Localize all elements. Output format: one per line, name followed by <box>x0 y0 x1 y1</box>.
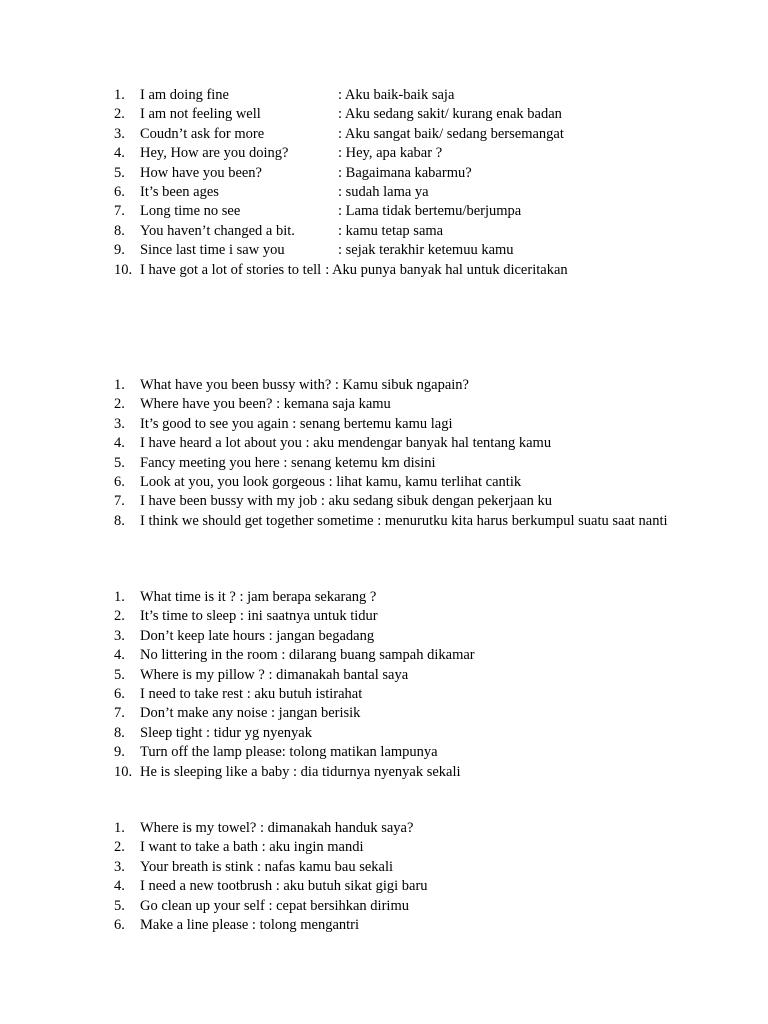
phrase-text: It’s good to see you again : senang bertemu kamu lagi <box>140 415 453 432</box>
list-item <box>114 202 684 221</box>
item-number: 8. <box>114 512 125 529</box>
item-number: 7. <box>114 203 125 220</box>
item-number: 4. <box>114 878 125 895</box>
item-number: 2. <box>114 608 125 625</box>
phrase-text: Make a line please : tolong mengantri <box>140 917 360 934</box>
english-phrase: Long time no see <box>140 203 241 220</box>
indonesian-translation: : Aku sedang sakit/ kurang enak badan <box>338 106 562 123</box>
item-number: 3. <box>114 125 125 142</box>
list-item <box>114 916 684 935</box>
item-number: 3. <box>114 627 125 644</box>
item-number: 1. <box>114 87 125 103</box>
list-item <box>114 897 684 916</box>
item-number: 4. <box>114 647 125 664</box>
list-item <box>114 395 684 414</box>
english-phrase: I am not feeling well <box>140 106 261 123</box>
phrase-text: Your breath is stink : nafas kamu bau sekali <box>140 858 394 875</box>
phrase-text: I need a new tootbrush : aku butuh sikat gigi baru <box>140 878 428 895</box>
item-number: 5. <box>114 666 125 683</box>
item-number: 8. <box>114 222 125 239</box>
english-phrase: You haven’t changed a bit. <box>140 222 295 239</box>
list-item <box>114 512 684 531</box>
phrase-text: Where is my towel? : dimanakah handuk saya? <box>140 820 414 836</box>
list-item <box>114 685 684 704</box>
list-item <box>114 261 684 280</box>
phrase-text: I have been bussy with my job : aku sedang sibuk dengan pekerjaan ku <box>140 493 552 510</box>
english-phrase: Hey, How are you doing? <box>140 145 289 162</box>
phrase-list-greetings <box>114 86 684 280</box>
item-number: 4. <box>114 435 125 452</box>
item-number: 6. <box>114 917 125 934</box>
item-number: 2. <box>114 396 125 413</box>
english-phrase: It’s been ages <box>140 184 219 201</box>
list-item <box>114 627 684 646</box>
phrase-text: I need to take rest : aku butuh istirahat <box>140 686 363 703</box>
item-number: 5. <box>114 454 125 471</box>
phrase-text: What have you been bussy with? : Kamu sibuk ngapain? <box>140 377 469 393</box>
item-number: 1. <box>114 820 125 836</box>
phrase-text: Go clean up your self : cepat bersihkan dirimu <box>140 897 409 914</box>
list-item <box>114 858 684 877</box>
phrase-text: Don’t keep late hours : jangan begadang <box>140 627 375 644</box>
list-item <box>114 222 684 241</box>
phrase-text: Turn off the lamp please: tolong matikan lampunya <box>140 744 438 761</box>
item-number: 2. <box>114 839 125 856</box>
list-item <box>114 241 684 260</box>
english-phrase: Coudn’t ask for more <box>140 125 265 142</box>
indonesian-translation: : Bagaimana kabarmu? <box>338 164 472 181</box>
phrase-text: I want to take a bath : aku ingin mandi <box>140 839 364 856</box>
list-item <box>114 473 684 492</box>
list-item <box>114 607 684 626</box>
indonesian-translation: : Aku sangat baik/ sedang bersemangat <box>338 125 564 142</box>
item-number: 2. <box>114 106 125 123</box>
list-item <box>114 164 684 183</box>
list-item <box>114 492 684 511</box>
item-number: 4. <box>114 145 125 162</box>
indonesian-translation: : sudah lama ya <box>338 184 429 201</box>
list-item <box>114 666 684 685</box>
phrase-text: Fancy meeting you here : senang ketemu km disini <box>140 454 436 471</box>
phrase-list-meeting <box>114 376 684 531</box>
indonesian-translation: : sejak terakhir ketemuu kamu <box>338 242 514 259</box>
item-number: 9. <box>114 242 125 259</box>
item-number: 10. <box>114 763 133 780</box>
english-phrase: I have got a lot of stories to tell <box>140 261 322 278</box>
phrase-text: He is sleeping like a baby : dia tidurnya nyenyak sekali <box>140 763 461 780</box>
item-number: 10. <box>114 261 133 278</box>
item-number: 9. <box>114 744 125 761</box>
phrase-text: No littering in the room : dilarang buang sampah dikamar <box>140 647 475 664</box>
list-item <box>114 415 684 434</box>
list-item <box>114 763 684 782</box>
list-item <box>114 434 684 453</box>
phrase-text: I think we should get together sometime : menurutku kita harus berkumpul suatu saat nanti <box>140 512 668 529</box>
item-number: 3. <box>114 415 125 432</box>
item-number: 3. <box>114 858 125 875</box>
indonesian-translation: : Aku punya banyak hal untuk diceritakan <box>325 261 568 278</box>
english-phrase: I am doing fine <box>140 87 229 103</box>
item-number: 8. <box>114 724 125 741</box>
list-item <box>114 877 684 896</box>
list-item <box>114 724 684 743</box>
english-phrase: How have you been? <box>140 164 262 181</box>
list-item <box>114 125 684 144</box>
phrase-text: Sleep tight : tidur yg nyenyak <box>140 724 312 741</box>
item-number: 6. <box>114 184 125 201</box>
english-phrase: Since last time i saw you <box>140 242 285 259</box>
list-item <box>114 454 684 473</box>
list-item <box>114 743 684 762</box>
phrase-text: Don’t make any noise : jangan berisik <box>140 705 361 722</box>
item-number: 6. <box>114 686 125 703</box>
item-number: 5. <box>114 897 125 914</box>
indonesian-translation: : Lama tidak bertemu/berjumpa <box>338 203 522 220</box>
item-number: 7. <box>114 493 125 510</box>
list-item <box>114 144 684 163</box>
item-number: 1. <box>114 377 125 393</box>
phrase-text: Where is my pillow ? : dimanakah bantal saya <box>140 666 409 683</box>
list-item <box>114 838 684 857</box>
list-item <box>114 376 684 395</box>
item-number: 1. <box>114 589 125 605</box>
phrase-text: It’s time to sleep : ini saatnya untuk tidur <box>140 608 378 625</box>
list-item <box>114 704 684 723</box>
indonesian-translation: : kamu tetap sama <box>338 222 444 239</box>
list-item <box>114 646 684 665</box>
item-number: 7. <box>114 705 125 722</box>
phrase-text: Where have you been? : kemana saja kamu <box>140 396 391 413</box>
list-item <box>114 183 684 202</box>
phrase-text: I have heard a lot about you : aku mendengar banyak hal tentang kamu <box>140 435 552 452</box>
list-item <box>114 86 684 105</box>
list-item <box>114 819 684 838</box>
indonesian-translation: : Hey, apa kabar ? <box>338 145 443 162</box>
item-number: 6. <box>114 474 125 491</box>
phrase-text: What time is it ? : jam berapa sekarang ? <box>140 589 377 605</box>
indonesian-translation: : Aku baik-baik saja <box>338 87 455 103</box>
phrase-list-bathroom <box>114 819 684 935</box>
list-item <box>114 588 684 607</box>
list-item <box>114 105 684 124</box>
phrase-text: Look at you, you look gorgeous : lihat kamu, kamu terlihat cantik <box>140 474 522 491</box>
item-number: 5. <box>114 164 125 181</box>
phrase-list-bedtime <box>114 588 684 782</box>
